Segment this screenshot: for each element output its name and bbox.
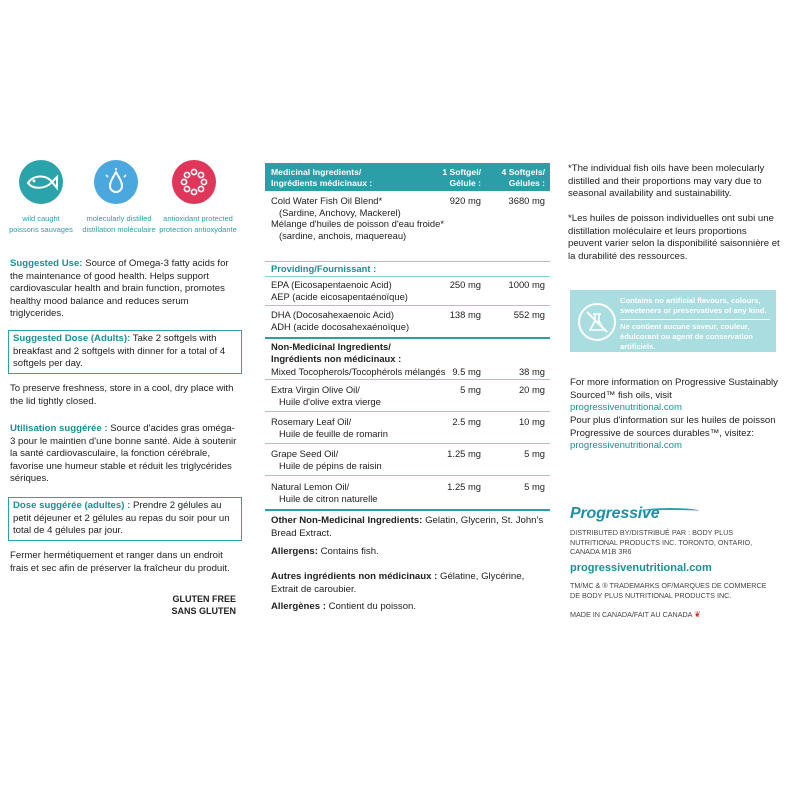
non-medicinal-label: Non-Medicinal Ingredients/ Ingrédients non médicinaux : <box>271 341 402 364</box>
amount-4: 1000 mg <box>508 279 545 290</box>
amount-4: 5 mg <box>524 481 545 492</box>
amount-1: 2.5 mg <box>452 416 481 427</box>
more-info-en <box>570 377 784 415</box>
amount-4: 552 mg <box>513 309 545 320</box>
ingredient-name <box>271 416 388 439</box>
epa-en: EPA (Eicosapentaenoic Acid) <box>271 279 392 290</box>
molecularly-distilled-badge <box>94 160 138 204</box>
text: Take 2 softgels with breakfast and 2 softgels with dinner for a total of 4 softgels per day. <box>13 333 226 370</box>
text: Contient du poisson. <box>328 601 417 612</box>
allergens-en <box>271 546 546 559</box>
amount-1: 5 mg <box>460 384 481 395</box>
no-artificial-divider <box>620 319 770 320</box>
lemon-en: Natural Lemon Oil/ <box>271 481 350 492</box>
label: Utilisation suggérée : <box>10 423 108 434</box>
amount-4: 10 mg <box>518 416 545 427</box>
amount-4: 3680 mg <box>508 195 545 206</box>
storage-en: To preserve freshness, store in a cool, dry place with the lid tightly closed. <box>10 383 234 407</box>
tocopherols: Mixed Tocopherols/Tocophérols mélangés <box>271 366 446 377</box>
fish-blend-sub-en: (Sardine, Anchovy, Mackerel) <box>279 206 401 218</box>
ingredient-name <box>271 195 444 241</box>
header-col2: 4 Softgels/ Gélules : <box>501 167 545 188</box>
antioxidant-badge <box>172 160 216 204</box>
suggested-dose-fr-box <box>8 497 242 541</box>
epa-fr: AEP (acide eicosapentaénoïque) <box>271 290 408 302</box>
providing-label: Providing/Fournissant : <box>271 263 377 274</box>
made-in-canada <box>570 610 780 620</box>
website-link[interactable]: progressivenutritional.com <box>570 402 682 414</box>
rosemary-fr: Huile de feuille de romarin <box>279 427 388 439</box>
gluten-free-en: GLUTEN FREE <box>172 594 236 604</box>
text: For more information on Progressive Sustainably Sourced™ fish oils, visit <box>570 377 778 401</box>
amount-1: 138 mg <box>449 309 481 320</box>
text: Pour plus d'information sur les huiles de poisson Progressive de sources durables™, visitez: <box>570 415 776 439</box>
no-artificial-fr: Ne contient aucune saveur, couleur, édulcorant ou agent de conservation artificiels. <box>620 322 753 351</box>
badge-caption-antioxidant <box>157 213 239 235</box>
label: Allergènes : <box>271 601 326 612</box>
fish-blend-sub-fr: (sardine, anchois, maquereau) <box>279 229 407 241</box>
non-medicinal-header <box>265 339 550 364</box>
amount-4: 20 mg <box>518 384 545 395</box>
other-ingredients-fr <box>271 571 546 596</box>
table-row <box>265 445 550 476</box>
dha-fr: ADH (acide docosahexaénoïque) <box>271 320 410 332</box>
text: Gelatin, Glycerin, St. John's Bread Extract. <box>271 515 544 539</box>
ingredient-name <box>271 448 382 471</box>
label: Other Non-Medicinal Ingredients: <box>271 515 423 526</box>
table-row <box>265 306 550 339</box>
other-ingredients-en <box>271 515 546 540</box>
suggested-use-en <box>10 258 238 321</box>
table-row <box>265 413 550 444</box>
trademark-notice: TM/MC & ® TRADEMARKS OF/MARQUES DE COMMERCE DE BODY PLUS NUTRITIONAL PRODUCTS INC. <box>570 581 767 600</box>
table-header <box>265 163 550 191</box>
website-link-fr[interactable]: progressivenutritional.com <box>570 440 682 452</box>
amount-1: 1.25 mg <box>447 448 481 459</box>
rosemary-en: Rosemary Leaf Oil/ <box>271 416 352 427</box>
grape-fr: Huile de pépins de raisin <box>279 459 382 471</box>
wild-caught-badge <box>19 160 63 204</box>
text: Gélatine, Glycérine, Extrait de caroubier. <box>271 571 525 595</box>
header-col1: 1 Softgel/ Gélule : <box>442 167 481 188</box>
allergens-fr <box>271 601 546 614</box>
badge-caption-distilled <box>79 213 159 235</box>
badge-caption-en: wild caught <box>22 214 60 223</box>
badge-caption-fr: poissons sauvages <box>9 225 73 234</box>
dha-en: DHA (Docosahexaenoic Acid) <box>271 309 394 320</box>
amount-1: 9.5 mg <box>452 366 481 377</box>
olive-en: Extra Virgin Olive Oil/ <box>271 384 360 395</box>
providing-header <box>265 262 550 277</box>
no-artificial-en: Contains no artificial flavours, colours, sweeteners or preservatives of any kind. <box>620 296 767 315</box>
fish-blend-fr: Mélange d'huiles de poisson d'eau froide* <box>271 218 444 230</box>
table-row <box>265 193 550 262</box>
suggested-dose-en-box <box>8 330 242 374</box>
label: Suggested Use: <box>10 258 83 269</box>
website-url[interactable]: progressivenutritional.com <box>570 562 712 574</box>
grape-en: Grape Seed Oil/ <box>271 448 339 459</box>
badge-caption-en: antioxidant protected <box>163 214 233 223</box>
header-name: Medicinal Ingredients/ Ingrédients médicinaux : <box>271 167 373 188</box>
lemon-fr: Huile de citron naturelle <box>279 492 378 504</box>
made-text: MADE IN CANADA/FAIT AU CANADA <box>570 610 693 619</box>
label: Suggested Dose (Adults): <box>13 333 131 344</box>
maple-leaf-icon: ❦ <box>694 610 701 619</box>
no-artificial-icon <box>578 303 616 341</box>
flask-cancel-icon <box>580 305 614 339</box>
table-row <box>265 277 550 306</box>
amount-4: 5 mg <box>524 448 545 459</box>
ingredient-name <box>271 481 378 504</box>
fish-oil-note-fr: *Les huiles de poisson individuelles ont subi une distillation moléculaire et leurs proportions peuvent varier selon la disponibilité saisonnière et la durabilité des ressources. <box>568 213 780 262</box>
olive-fr: Huile d'olive extra vierge <box>279 395 381 407</box>
gluten-free-fr: SANS GLUTEN <box>171 605 236 616</box>
droplet-icon <box>94 160 138 204</box>
antioxidant-ring-icon <box>172 160 216 204</box>
badge-caption-en: molecularly distilled <box>86 214 152 223</box>
ingredient-name <box>271 384 381 407</box>
more-info-fr <box>570 415 784 453</box>
amount-4: 38 mg <box>518 366 545 377</box>
label: Autres ingrédients non médicinaux : <box>271 571 438 582</box>
fish-oil-note-en: *The individual fish oils have been molecularly distilled and their proportions may vary due to seasonal availability and sustainability. <box>568 163 765 200</box>
ingredient-name <box>271 279 408 302</box>
text: Source of Omega-3 fatty acids for the maintenance of good health. Helps support cardiovascular health and brain function, promotes healthy mood balance and reduces serum triglycerides. <box>10 258 229 320</box>
table-row <box>265 477 550 511</box>
label: Allergens: <box>271 546 318 557</box>
gluten-free <box>150 594 236 617</box>
fish-icon <box>19 160 63 204</box>
amount-1: 920 mg <box>449 195 481 206</box>
text: Source d'acides gras oméga-3 pour le maintien d'une bonne santé. Aide à soutenir la santé cardiovasculaire, la fonction cérébrale, favorise une humeur stable et réduit les triglycérides sériques. <box>10 423 237 485</box>
no-artificial-box <box>570 290 776 352</box>
amount-1: 250 mg <box>449 279 481 290</box>
label: Dose suggérée (adultes) : <box>13 500 131 511</box>
badge-caption-fr: distillation moléculaire <box>82 225 156 234</box>
text: Prendre 2 gélules au petit déjeuner et 2 gélules au repas du soir pour un total de 4 gélules par jour. <box>13 500 230 537</box>
badge-caption-fr: protection antioxydante <box>159 225 237 234</box>
table-row <box>265 381 550 412</box>
badge-caption-wild <box>4 213 78 235</box>
logo-swoosh <box>641 508 699 514</box>
table-row <box>265 365 550 380</box>
ingredient-name <box>271 309 409 332</box>
distributed-by: DISTRIBUTED BY/DISTRIBUÉ PAR : BODY PLUS NUTRITIONAL PRODUCTS INC. TORONTO, ONTARIO, CANADA M1B 3R6 <box>570 528 753 557</box>
suggested-use-fr <box>10 423 238 486</box>
progressive-logo: Progressive <box>570 505 660 522</box>
amount-1: 1.25 mg <box>447 481 481 492</box>
storage-fr: Fermer hermétiquement et ranger dans un endroit frais et sec afin de préserver la fraîcheur du produit. <box>10 550 230 574</box>
text: Contains fish. <box>320 546 379 557</box>
fish-blend-en: Cold Water Fish Oil Blend* <box>271 195 383 206</box>
